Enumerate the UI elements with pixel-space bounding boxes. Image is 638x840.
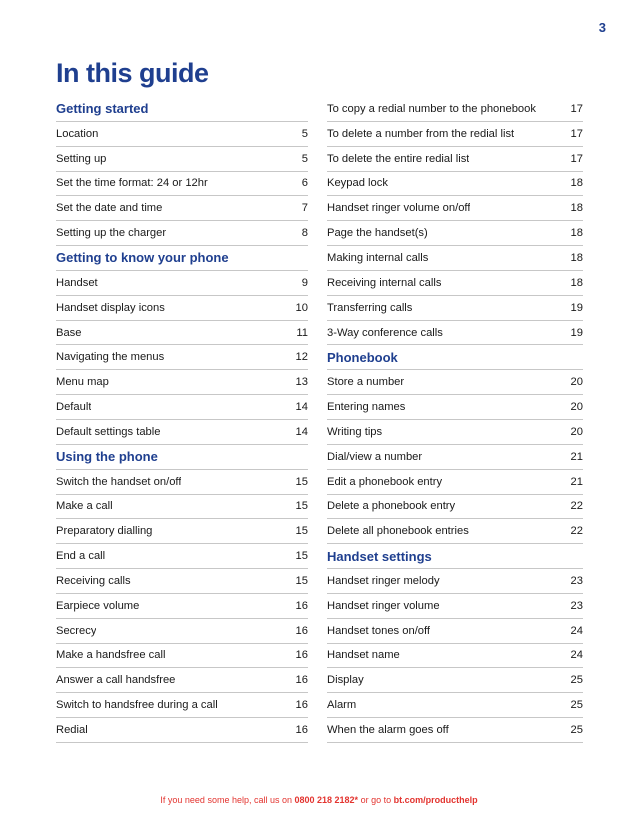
toc-entry-page-number: 18 bbox=[570, 251, 583, 264]
toc-entry-page-number: 12 bbox=[295, 351, 308, 364]
toc-entry[interactable] bbox=[327, 395, 583, 420]
toc-section-heading bbox=[56, 445, 308, 470]
toc-entry[interactable] bbox=[327, 594, 583, 619]
help-footer bbox=[0, 795, 638, 805]
toc-entry[interactable] bbox=[56, 693, 308, 718]
toc-entry-page-number: 22 bbox=[570, 500, 583, 513]
toc-entry-label: Alarm bbox=[327, 699, 357, 712]
footer-help-link[interactable]: bt.com/producthelp bbox=[393, 795, 478, 805]
toc-entry-page-number: 24 bbox=[570, 624, 583, 637]
toc-entry-label: Receiving internal calls bbox=[327, 276, 442, 289]
toc-entry[interactable] bbox=[327, 644, 583, 669]
toc-entry-label: Receiving calls bbox=[56, 574, 131, 587]
toc-entry-page-number: 16 bbox=[295, 674, 308, 687]
toc-entry-page-number: 9 bbox=[301, 276, 308, 289]
toc-section-heading bbox=[56, 246, 308, 271]
toc-entry[interactable] bbox=[327, 370, 583, 395]
toc-entry-page-number: 5 bbox=[301, 152, 308, 165]
page-number: 3 bbox=[598, 20, 606, 35]
toc-entry-page-number: 15 bbox=[295, 525, 308, 538]
toc-entry[interactable] bbox=[56, 420, 308, 445]
toc-entry-page-number: 18 bbox=[570, 276, 583, 289]
toc-entry-label: Secrecy bbox=[56, 624, 97, 637]
section-heading-label: Getting to know your phone bbox=[56, 250, 229, 266]
toc-entry-page-number: 10 bbox=[295, 301, 308, 314]
toc-entry-page-number: 18 bbox=[570, 177, 583, 190]
toc-entry-label: Page the handset(s) bbox=[327, 227, 428, 240]
toc-entry-label: Make a call bbox=[56, 500, 113, 513]
toc-entry-label: Preparatory dialling bbox=[56, 525, 153, 538]
toc-entry[interactable] bbox=[327, 569, 583, 594]
toc-entry[interactable] bbox=[327, 420, 583, 445]
toc-entry-label: Handset tones on/off bbox=[327, 624, 431, 637]
toc-entry-label: 3-Way conference calls bbox=[327, 326, 443, 339]
toc-entry-page-number: 23 bbox=[570, 574, 583, 587]
toc-entry[interactable] bbox=[327, 221, 583, 246]
toc-entry-page-number: 18 bbox=[570, 202, 583, 215]
toc-entry-page-number: 23 bbox=[570, 599, 583, 612]
toc-entry[interactable] bbox=[56, 470, 308, 495]
toc-entry-label: Making internal calls bbox=[327, 251, 429, 264]
toc-entry-page-number: 20 bbox=[570, 401, 583, 414]
toc-entry-label: Base bbox=[56, 326, 82, 339]
toc-entry[interactable] bbox=[327, 246, 583, 271]
toc-entry[interactable] bbox=[327, 296, 583, 321]
toc-entry-label: Delete a phonebook entry bbox=[327, 500, 456, 513]
toc-entry-page-number: 17 bbox=[570, 102, 583, 115]
toc-entry[interactable] bbox=[56, 122, 308, 147]
toc-entry[interactable] bbox=[56, 296, 308, 321]
section-heading-label: Getting started bbox=[56, 101, 149, 117]
toc-entry[interactable] bbox=[327, 619, 583, 644]
toc-entry-page-number: 16 bbox=[295, 599, 308, 612]
toc-entry-page-number: 15 bbox=[295, 550, 308, 563]
toc-entry[interactable] bbox=[56, 395, 308, 420]
toc-entry-label: Keypad lock bbox=[327, 177, 388, 190]
section-heading-label: Handset settings bbox=[327, 548, 432, 564]
toc-entry[interactable] bbox=[56, 644, 308, 669]
toc-entry[interactable] bbox=[56, 345, 308, 370]
toc-entry-label: To copy a redial number to the phonebook bbox=[327, 102, 536, 115]
toc-entry[interactable] bbox=[327, 718, 583, 743]
toc-section-heading bbox=[327, 544, 583, 569]
toc-entry-label: Handset ringer volume on/off bbox=[327, 202, 471, 215]
toc-entry-page-number: 13 bbox=[295, 376, 308, 389]
toc-entry[interactable] bbox=[327, 196, 583, 221]
toc-entry-label: Edit a phonebook entry bbox=[327, 475, 443, 488]
toc-entry-label: Writing tips bbox=[327, 425, 383, 438]
toc-entry-page-number: 15 bbox=[295, 500, 308, 513]
toc-entry-label: Handset bbox=[56, 276, 98, 289]
toc-entry[interactable] bbox=[56, 569, 308, 594]
toc-entry-page-number: 5 bbox=[301, 127, 308, 140]
toc-entry-label: Dial/view a number bbox=[327, 450, 423, 463]
toc-entry-page-number: 24 bbox=[570, 649, 583, 662]
toc-section-heading bbox=[56, 97, 308, 122]
toc-entry-label: Handset name bbox=[327, 649, 400, 662]
toc-entry-label: When the alarm goes off bbox=[327, 724, 449, 737]
toc-entry[interactable] bbox=[327, 122, 583, 147]
toc-entry-label: Set the time format: 24 or 12hr bbox=[56, 177, 208, 190]
toc-entry-label: Transferring calls bbox=[327, 301, 413, 314]
toc-entry[interactable] bbox=[56, 172, 308, 197]
toc-entry-page-number: 11 bbox=[296, 326, 308, 339]
footer-phone-number[interactable]: 0800 218 2182* bbox=[294, 795, 359, 805]
toc-right-column bbox=[327, 97, 583, 743]
toc-entry-label: Navigating the menus bbox=[56, 351, 165, 364]
toc-entry-page-number: 17 bbox=[570, 127, 583, 140]
toc-entry-label: Set the date and time bbox=[56, 202, 163, 215]
toc-entry-page-number: 16 bbox=[295, 624, 308, 637]
toc-entry-page-number: 19 bbox=[570, 301, 583, 314]
toc-entry[interactable] bbox=[327, 495, 583, 520]
toc-entry-label: Display bbox=[327, 674, 364, 687]
toc-entry-page-number: 14 bbox=[295, 425, 308, 438]
toc-entry[interactable] bbox=[56, 519, 308, 544]
toc-entry-label: Earpiece volume bbox=[56, 599, 140, 612]
toc-entry-page-number: 14 bbox=[295, 401, 308, 414]
toc-entry-label: To delete a number from the redial list bbox=[327, 127, 515, 140]
toc-entry-page-number: 8 bbox=[301, 227, 308, 240]
toc-entry[interactable] bbox=[327, 172, 583, 197]
toc-entry-label: Entering names bbox=[327, 401, 406, 414]
footer-middle: or go to bbox=[358, 795, 394, 805]
toc-entry-page-number: 17 bbox=[570, 152, 583, 165]
toc-entry-label: End a call bbox=[56, 550, 106, 563]
toc-entry-page-number: 16 bbox=[295, 699, 308, 712]
toc-entry-label: Setting up bbox=[56, 152, 107, 165]
toc-entry[interactable] bbox=[327, 668, 583, 693]
page-title: In this guide bbox=[56, 58, 209, 88]
toc-entry-label: Redial bbox=[56, 724, 88, 737]
toc-entry[interactable] bbox=[56, 668, 308, 693]
toc-section-heading bbox=[327, 345, 583, 370]
toc-entry[interactable] bbox=[56, 495, 308, 520]
section-heading-label: Using the phone bbox=[56, 449, 158, 465]
toc-entry-label: To delete the entire redial list bbox=[327, 152, 470, 165]
toc-entry-page-number: 21 bbox=[570, 475, 583, 488]
toc-entry-label: Delete all phonebook entries bbox=[327, 525, 469, 538]
toc-entry-label: Setting up the charger bbox=[56, 227, 167, 240]
toc-entry[interactable] bbox=[56, 196, 308, 221]
toc-entry-label: Answer a call handsfree bbox=[56, 674, 176, 687]
toc-entry[interactable] bbox=[327, 97, 583, 122]
toc-entry-page-number: 19 bbox=[570, 326, 583, 339]
section-heading-label: Phonebook bbox=[327, 349, 398, 365]
toc-entry-label: Handset ringer melody bbox=[327, 574, 440, 587]
toc-entry-page-number: 20 bbox=[570, 425, 583, 438]
toc-entry[interactable] bbox=[56, 718, 308, 743]
toc-entry[interactable] bbox=[56, 619, 308, 644]
toc-entry-label: Store a number bbox=[327, 376, 405, 389]
toc-entry-label: Switch the handset on/off bbox=[56, 475, 182, 488]
toc-left-column bbox=[56, 97, 308, 743]
toc-entry-page-number: 20 bbox=[570, 376, 583, 389]
toc-entry[interactable] bbox=[56, 271, 308, 296]
toc-entry-label: Location bbox=[56, 127, 99, 140]
toc-entry[interactable] bbox=[327, 321, 583, 346]
toc-entry-page-number: 18 bbox=[570, 227, 583, 240]
toc-entry[interactable] bbox=[327, 271, 583, 296]
footer-prefix: If you need some help, call us on bbox=[160, 795, 295, 805]
toc-entry-label: Default settings table bbox=[56, 425, 161, 438]
toc-entry[interactable] bbox=[327, 470, 583, 495]
toc-entry-label: Handset display icons bbox=[56, 301, 165, 314]
toc-entry[interactable] bbox=[56, 370, 308, 395]
toc-entry-label: Menu map bbox=[56, 376, 109, 389]
toc-entry[interactable] bbox=[56, 221, 308, 246]
toc-entry[interactable] bbox=[56, 544, 308, 569]
toc-entry-page-number: 21 bbox=[570, 450, 583, 463]
toc-entry[interactable] bbox=[56, 147, 308, 172]
toc-entry-label: Make a handsfree call bbox=[56, 649, 166, 662]
toc-entry-page-number: 15 bbox=[295, 574, 308, 587]
toc-entry-page-number: 25 bbox=[570, 724, 583, 737]
toc-entry[interactable] bbox=[327, 445, 583, 470]
toc-entry-label: Default bbox=[56, 401, 92, 414]
toc-entry-page-number: 25 bbox=[570, 674, 583, 687]
toc-entry[interactable] bbox=[327, 147, 583, 172]
toc-entry-page-number: 15 bbox=[295, 475, 308, 488]
toc-entry[interactable] bbox=[56, 321, 308, 346]
toc-entry-page-number: 7 bbox=[301, 202, 308, 215]
toc-entry-label: Switch to handsfree during a call bbox=[56, 699, 218, 712]
toc-entry-page-number: 22 bbox=[570, 525, 583, 538]
toc-entry[interactable] bbox=[327, 693, 583, 718]
toc-entry-page-number: 6 bbox=[301, 177, 308, 190]
toc-entry[interactable] bbox=[327, 519, 583, 544]
toc-entry-page-number: 16 bbox=[295, 724, 308, 737]
toc-entry-label: Handset ringer volume bbox=[327, 599, 440, 612]
toc-entry-page-number: 25 bbox=[570, 699, 583, 712]
toc-entry[interactable] bbox=[56, 594, 308, 619]
toc-entry-page-number: 16 bbox=[295, 649, 308, 662]
